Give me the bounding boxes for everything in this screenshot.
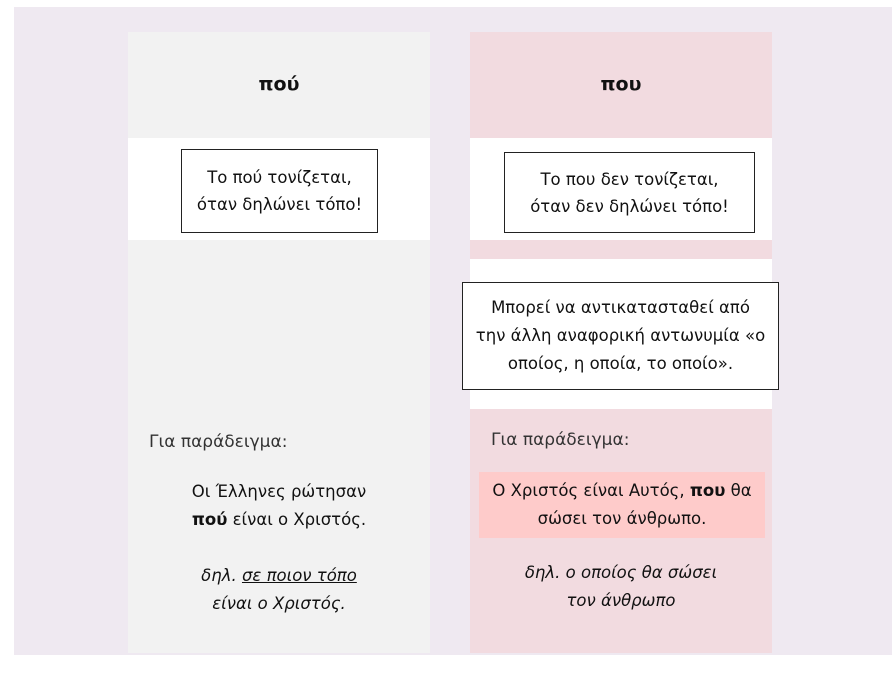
example-line	[148, 506, 410, 534]
example-label: Για παράδειγμα:	[491, 430, 630, 450]
example-line	[492, 477, 751, 505]
note-line: όταν δηλώνει τόπο!	[196, 195, 363, 214]
column-header-pou-accented: πού	[258, 73, 300, 95]
replace-line: την άλλη αναφορική αντωνυμία «ο	[475, 326, 766, 345]
explanation-underlined: σε ποιον τόπο	[241, 566, 357, 585]
column-pou-accented	[128, 32, 430, 653]
note-box-unaccented	[504, 152, 755, 233]
example-highlight-box	[479, 472, 765, 538]
explanation-prefix: δηλ.	[201, 566, 242, 585]
explanation-line	[148, 562, 410, 590]
note-line: όταν δεν δηλώνει τόπο!	[530, 196, 729, 216]
explanation-text	[148, 562, 410, 618]
replace-line: οποίος, η οποία, το οποίο».	[507, 354, 734, 373]
example-label: Για παράδειγμα:	[149, 432, 288, 452]
replace-line: Μπορεί να αντικατασταθεί από	[491, 298, 750, 317]
explanation-line: τον άνθρωπο	[566, 591, 676, 610]
explanation-line: είναι ο Χριστός.	[212, 594, 346, 613]
example-rest: είναι ο Χριστός.	[227, 510, 367, 529]
example-text	[148, 478, 410, 534]
column-header-pou-unaccented: που	[600, 73, 642, 95]
example-keyword: που	[689, 481, 726, 500]
note-line: Το που δεν τονίζεται,	[540, 169, 719, 189]
example-part: Ο Χριστός είναι Αυτός,	[492, 481, 690, 500]
replace-box	[462, 282, 779, 390]
example-line: Οι Έλληνες ρώτησαν	[191, 482, 367, 501]
explanation-text	[490, 559, 752, 615]
example-line: σώσει τον άνθρωπο.	[537, 509, 707, 528]
explanation-line: δηλ. ο οποίος θα σώσει	[524, 563, 718, 582]
note-line: Το πού τονίζεται,	[207, 168, 352, 187]
column-pou-unaccented	[470, 32, 772, 653]
example-part: θα	[725, 481, 752, 500]
example-keyword: πού	[191, 510, 228, 529]
note-box-accented	[181, 149, 378, 233]
